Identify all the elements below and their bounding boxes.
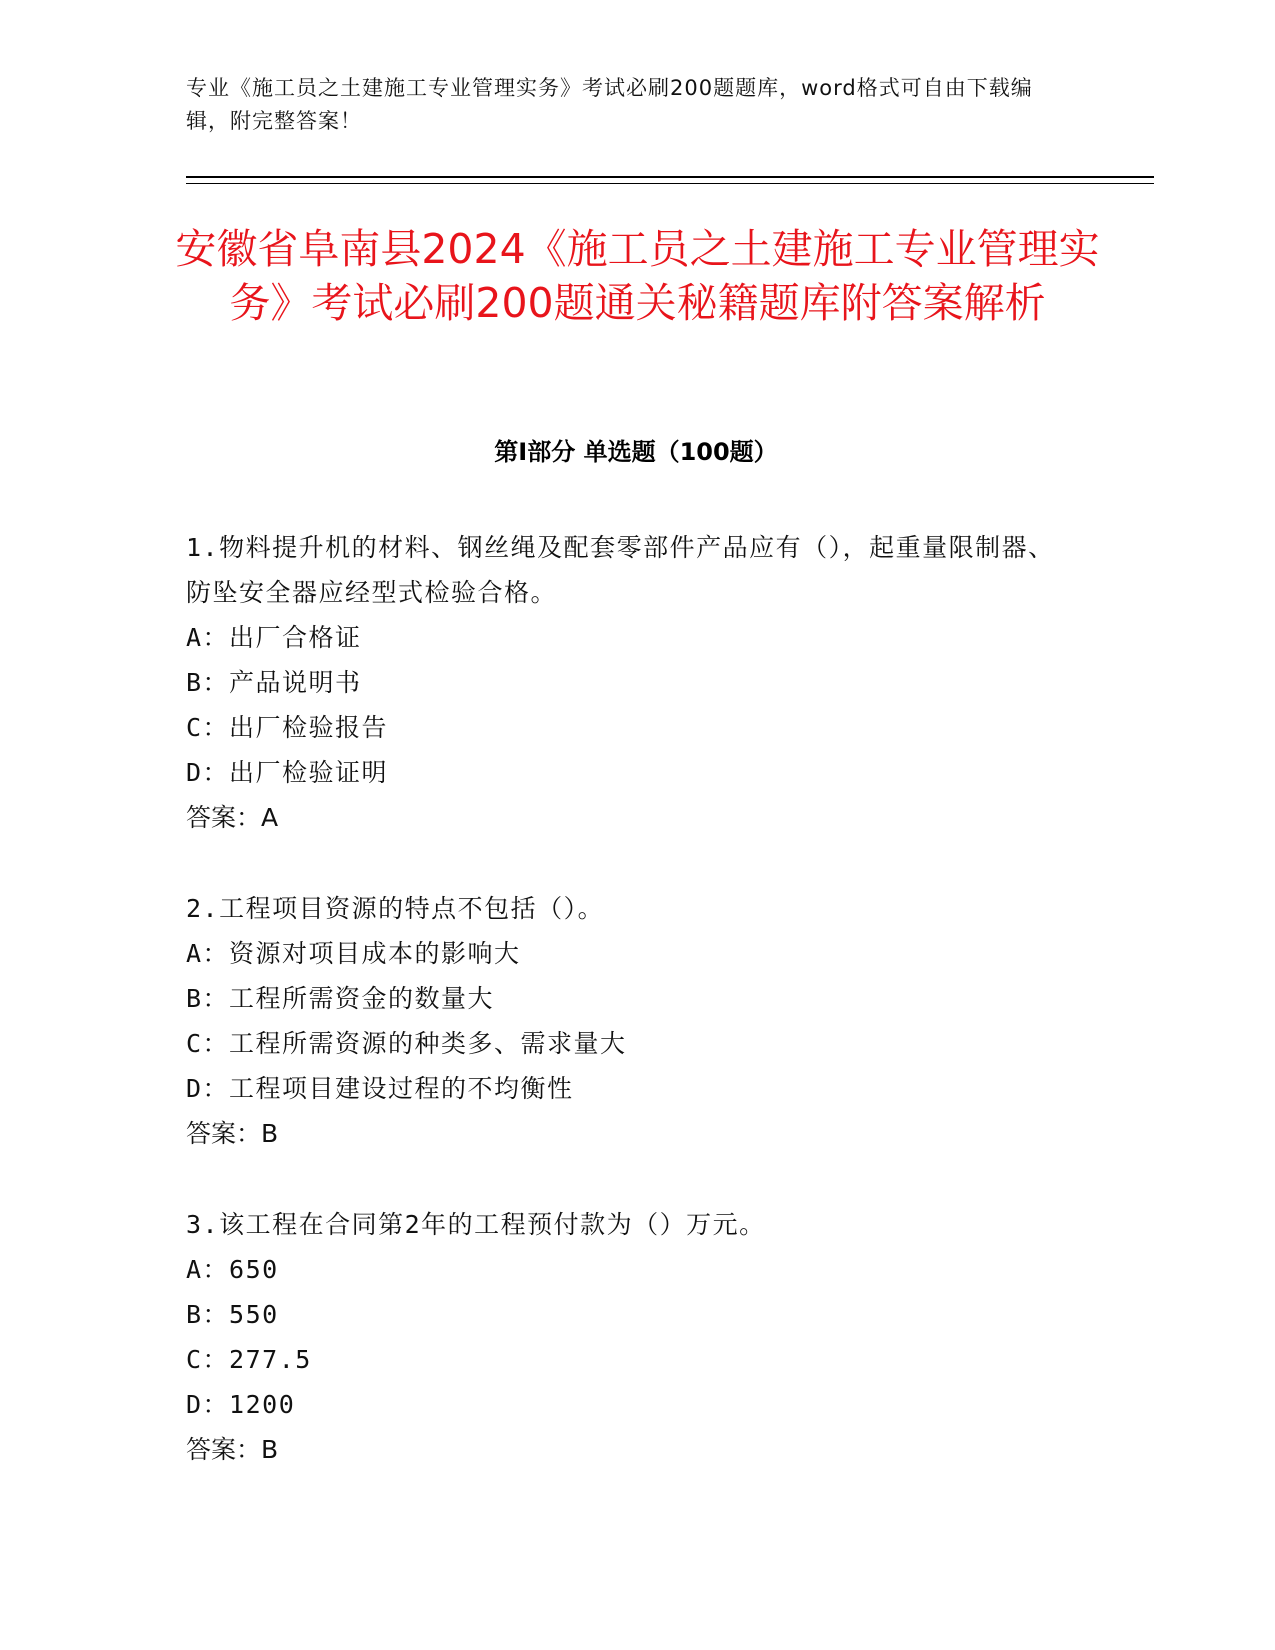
section-title: 第I部分 单选题（100题） [494,438,778,466]
option-d: D：工程项目建设过程的不均衡性 [186,1074,574,1103]
option-a: A：资源对项目成本的影响大 [186,939,521,968]
option-a: A：出厂合格证 [186,623,362,652]
answer: 答案：A [186,803,279,832]
answer: 答案：B [186,1119,279,1148]
question-1 [186,525,1066,840]
option-c: C：277.5 [186,1345,312,1374]
option-b: B：工程所需资金的数量大 [186,984,495,1013]
header-rule-thin [186,183,1154,184]
document-title: 安徽省阜南县2024《施工员之土建施工专业管理实务》考试必刷200题通关秘籍题库附答案解析 [175,225,1100,327]
option-a: A：650 [186,1255,279,1284]
header-note: 专业《施工员之土建施工专业管理实务》考试必刷200题题库，word格式可自由下载编辑，附完整答案！ [186,76,1033,133]
answer: 答案：B [186,1435,279,1464]
option-b: B：产品说明书 [186,668,362,697]
question-stem: 3.该工程在合同第2年的工程预付款为（）万元。 [186,1210,766,1239]
question-stem: 2.工程项目资源的特点不包括（）。 [186,894,605,923]
option-c: C：工程所需资源的种类多、需求量大 [186,1029,627,1058]
option-b: B：550 [186,1300,279,1329]
question-2 [186,886,1066,1156]
question-stem: 1.物料提升机的材料、钢丝绳及配套零部件产品应有（），起重量限制器、防坠安全器应经型式检验合格。 [186,533,1055,607]
header-rule-thick [186,176,1154,178]
option-c: C：出厂检验报告 [186,713,389,742]
option-d: D：出厂检验证明 [186,758,389,787]
question-3 [186,1202,1066,1472]
option-d: D：1200 [186,1390,296,1419]
